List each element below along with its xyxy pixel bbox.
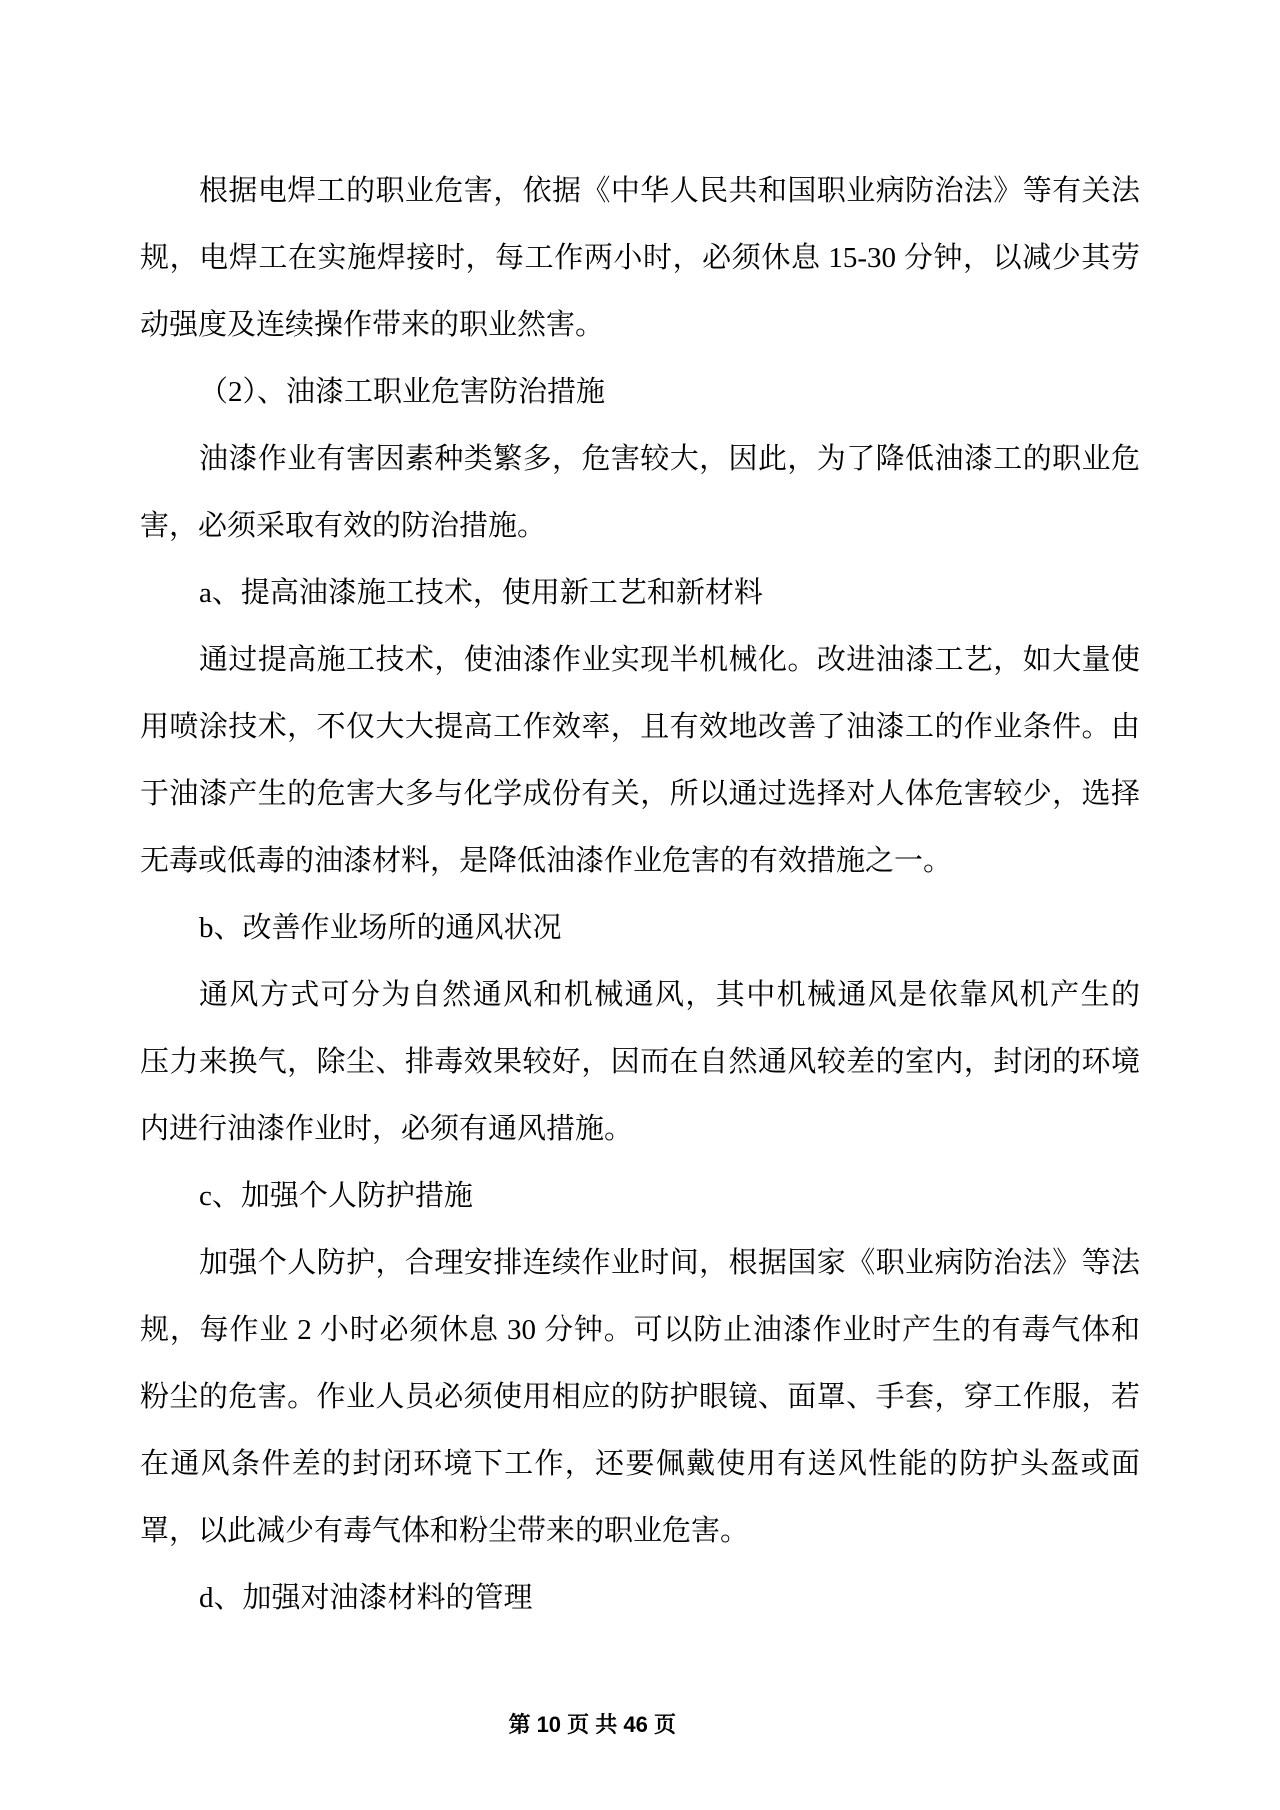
body-line: 规，每作业 2 小时必须休息 30 分钟。可以防止油漆作业时产生的有毒气体和 [140, 1314, 1140, 1346]
page-body [140, 158, 1140, 1632]
body-line: 用喷涂技术，不仅大大提高工作效率，且有效地改善了油漆工的作业条件。由 [140, 711, 1140, 743]
body-line: 动强度及连续操作带来的职业然害。 [140, 309, 605, 341]
body-line: 加强个人防护，合理安排连续作业时间，根据国家《职业病防治法》等法 [199, 1247, 1140, 1279]
body-line: 于油漆产生的危害大多与化学成份有关，所以通过选择对人体危害较少，选择 [140, 778, 1140, 810]
body-line: 粉尘的危害。作业人员必须使用相应的防护眼镜、面罩、手套，穿工作服，若 [140, 1381, 1140, 1413]
body-line: 油漆作业有害因素种类繁多，危害较大，因此，为了降低油漆工的职业危 [199, 443, 1140, 475]
body-line: 根据电焊工的职业危害，依据《中华人民共和国职业病防治法》等有关法 [199, 175, 1140, 207]
body-line: 罩，以此减少有毒气体和粉尘带来的职业危害。 [140, 1515, 750, 1547]
body-line: 通风方式可分为自然通风和机械通风，其中机械通风是依靠风机产生的 [199, 979, 1140, 1011]
section-heading: c、加强个人防护措施 [199, 1180, 473, 1212]
section-heading: （2）、油漆工职业危害防治措施 [199, 376, 606, 408]
body-line: 内进行油漆作业时，必须有通风措施。 [140, 1113, 634, 1145]
page-number: 第 10 页 共 46 页 [508, 1712, 676, 1737]
section-heading: d、加强对油漆材料的管理 [199, 1582, 533, 1614]
body-line: 害，必须采取有效的防治措施。 [140, 510, 547, 542]
body-line: 无毒或低毒的油漆材料，是降低油漆作业危害的有效措施之一。 [140, 845, 953, 877]
body-line: 规，电焊工在实施焊接时，每工作两小时，必须休息 15-30 分钟，以减少其劳 [140, 242, 1140, 274]
section-heading: b、改善作业场所的通风状况 [199, 912, 562, 944]
section-heading: a、提高油漆施工技术，使用新工艺和新材料 [199, 577, 763, 609]
page-footer [484, 1680, 676, 1737]
body-line: 通过提高施工技术，使油漆作业实现半机械化。改进油漆工艺，如大量使 [199, 644, 1140, 676]
body-line: 压力来换气，除尘、排毒效果较好，因而在自然通风较差的室内，封闭的环境 [140, 1046, 1140, 1078]
body-line: 在通风条件差的封闭环境下工作，还要佩戴使用有送风性能的防护头盔或面 [140, 1448, 1140, 1480]
